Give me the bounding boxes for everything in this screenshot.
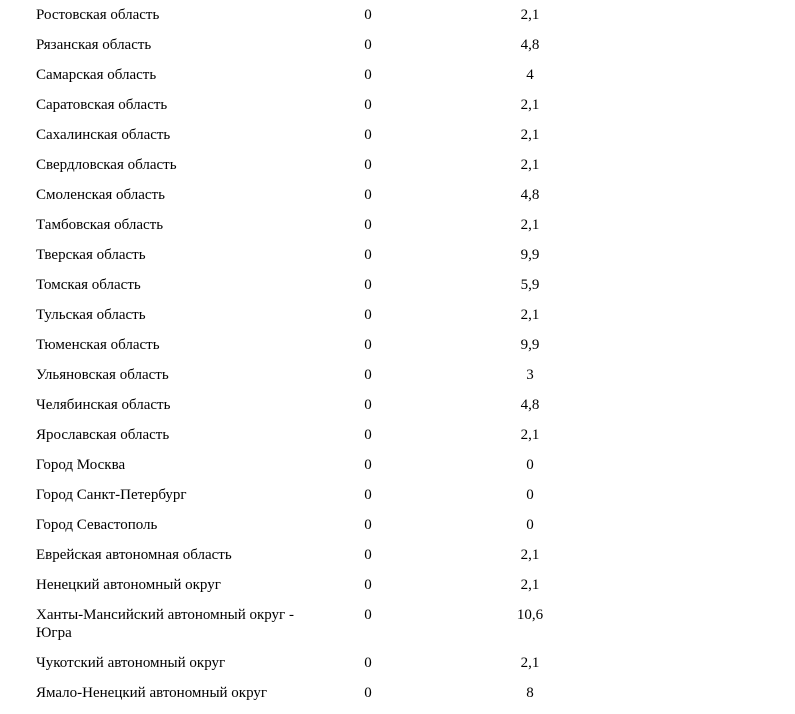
table-row (0, 246, 795, 276)
value-col-a: 0 (364, 337, 372, 353)
value-col-a: 0 (364, 217, 372, 233)
value-col-b: 2,1 (520, 655, 540, 671)
region-name: Город Севастополь (36, 517, 158, 533)
table-row (0, 336, 795, 366)
value-col-b: 0 (526, 487, 534, 503)
value-col-b: 3 (526, 367, 534, 383)
region-name: Рязанская область (36, 37, 152, 53)
region-name: Самарская область (36, 67, 157, 83)
value-col-b: 2,1 (520, 577, 540, 593)
region-name: Чукотский автономный округ (36, 655, 226, 671)
table-row (0, 6, 795, 36)
value-col-b: 2,1 (520, 157, 540, 173)
value-col-b: 4 (526, 67, 534, 83)
value-col-b: 2,1 (520, 217, 540, 233)
region-name: Город Санкт-Петербург (36, 487, 187, 503)
table-row (0, 126, 795, 156)
table-row (0, 516, 795, 546)
value-col-b: 2,1 (520, 7, 540, 23)
table-row (0, 486, 795, 516)
value-col-a: 0 (364, 427, 372, 443)
region-name: Тульская область (36, 307, 146, 323)
value-col-a: 0 (364, 397, 372, 413)
value-col-a: 0 (364, 187, 372, 203)
table-row (0, 306, 795, 336)
table-row (0, 66, 795, 96)
table-row (0, 546, 795, 576)
value-col-b: 0 (526, 517, 534, 533)
region-name: Сахалинская область (36, 127, 171, 143)
region-name: Тюменская область (36, 337, 160, 353)
region-name: Тамбовская область (36, 217, 164, 233)
value-col-a: 0 (364, 577, 372, 593)
value-col-b: 8 (526, 685, 534, 701)
value-col-a: 0 (364, 307, 372, 323)
value-col-a: 0 (364, 517, 372, 533)
table-row (0, 576, 795, 606)
region-name: Еврейская автономная область (36, 547, 232, 563)
table-row (0, 216, 795, 246)
value-col-b: 2,1 (520, 307, 540, 323)
table-row (0, 186, 795, 216)
table-row (0, 96, 795, 126)
value-col-b: 9,9 (520, 337, 540, 353)
value-col-b: 4,8 (520, 397, 540, 413)
table-row (0, 366, 795, 396)
table-row (0, 654, 795, 684)
value-col-a: 0 (364, 97, 372, 113)
table-row (0, 36, 795, 66)
table-row (0, 606, 795, 654)
value-col-b: 9,9 (520, 247, 540, 263)
value-col-a: 0 (364, 655, 372, 671)
table-row (0, 456, 795, 486)
region-name: Ненецкий автономный округ (36, 577, 221, 593)
region-name: Ростовская область (36, 7, 160, 23)
value-col-b: 4,8 (520, 187, 540, 203)
value-col-a: 0 (364, 457, 372, 473)
value-col-b: 10,6 (516, 607, 544, 623)
value-col-b: 2,1 (520, 127, 540, 143)
region-name: Смоленская область (36, 187, 165, 203)
region-name: Томская область (36, 277, 141, 293)
value-col-a: 0 (364, 367, 372, 383)
table-row (0, 684, 795, 714)
region-name: Свердловская область (36, 157, 177, 173)
value-col-a: 0 (364, 67, 372, 83)
value-col-b: 2,1 (520, 427, 540, 443)
table-row (0, 156, 795, 186)
value-col-a: 0 (364, 487, 372, 503)
region-name: Саратовская область (36, 97, 168, 113)
region-name: Тверская область (36, 247, 146, 263)
value-col-b: 5,9 (520, 277, 540, 293)
region-name: Ямало-Ненецкий автономный округ (36, 685, 268, 701)
value-col-a: 0 (364, 685, 372, 701)
region-name: Ханты-Мансийский автономный округ - Югра (36, 607, 294, 641)
region-name: Ульяновская область (36, 367, 169, 383)
value-col-a: 0 (364, 277, 372, 293)
value-col-a: 0 (364, 607, 372, 623)
region-name: Ярославская область (36, 427, 170, 443)
value-col-a: 0 (364, 127, 372, 143)
table-row (0, 396, 795, 426)
value-col-a: 0 (364, 7, 372, 23)
value-col-a: 0 (364, 37, 372, 53)
table-row (0, 276, 795, 306)
region-name: Челябинская область (36, 397, 171, 413)
value-col-a: 0 (364, 157, 372, 173)
value-col-a: 0 (364, 547, 372, 563)
table-row (0, 426, 795, 456)
value-col-b: 0 (526, 457, 534, 473)
value-col-a: 0 (364, 247, 372, 263)
value-col-b: 2,1 (520, 547, 540, 563)
value-col-b: 4,8 (520, 37, 540, 53)
region-name: Город Москва (36, 457, 126, 473)
value-col-b: 2,1 (520, 97, 540, 113)
